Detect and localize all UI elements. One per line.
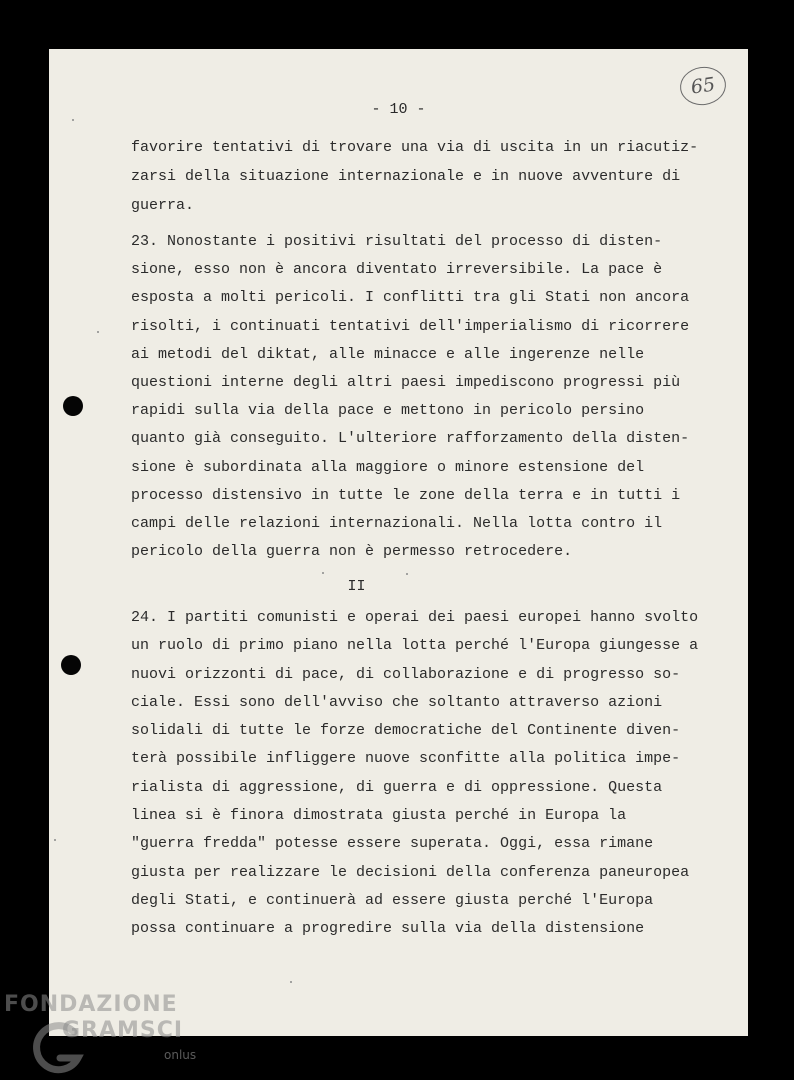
paper-speck [290,981,292,983]
text-line: linea si è finora dimostrata giusta perché in Europa la [131,807,627,824]
text-line: nuovi orizzonti di pace, di collaborazione e di progresso so- [131,666,681,683]
paper-speck [406,573,408,575]
text-line: rapidi sulla via della pace e mettono in pericolo persino [131,402,645,419]
text-line: terà possibile infliggere nuove sconfitte alla politica impe- [131,750,681,767]
watermark-line1: FONDAZIONE [4,992,178,1017]
text-line: processo distensivo in tutte le zone della terra e in tutti i [131,487,681,504]
paper-speck [72,119,74,121]
text-line: questioni interne degli altri paesi impediscono progressi più [131,374,681,391]
paper-speck [322,572,324,574]
text-line: sione è subordinata alla maggiore o minore estensione del [131,459,645,476]
document-page [49,49,748,1036]
text-line: "guerra fredda" potesse essere superata. Oggi, essa rimane [131,835,654,852]
text-line: favorire tentativi di trovare una via di uscita in un riacutiz- [131,139,699,156]
punch-hole [61,655,81,675]
paper-speck [54,839,56,841]
archive-page-number-circled: 65 [678,64,729,108]
text-line: rialista di aggressione, di guerra e di oppressione. Questa [131,779,663,796]
text-line: esposta a molti pericoli. I conflitti tra gli Stati non ancora [131,289,690,306]
punch-hole [63,396,83,416]
fondazione-gramsci-watermark [4,990,204,1080]
text-line: possa continuare a progredire sulla via della distensione [131,920,645,937]
text-line: risolti, i continuati tentativi dell'imperialismo di ricorrere [131,318,690,335]
watermark-line2: GRAMSCI [62,1018,184,1043]
section-heading: II [347,578,366,595]
paper-speck [97,331,99,333]
text-line: sione, esso non è ancora diventato irreversibile. La pace è [131,261,663,278]
text-line: solidali di tutte le forze democratiche del Continente diven- [131,722,681,739]
text-line: 24. I partiti comunisti e operai dei paesi europei hanno svolto [131,609,699,626]
text-line: degli Stati, e continuerà ad essere giusta perché l'Europa [131,892,654,909]
text-line: ciale. Essi sono dell'avviso che soltanto attraverso azioni [131,694,663,711]
text-line: 23. Nonostante i positivi risultati del processo di disten- [131,233,663,250]
text-line: zarsi della situazione internazionale e in nuove avventure di [131,168,681,185]
watermark-suffix: onlus [164,1048,197,1062]
text-line: guerra. [131,197,195,214]
text-line: un ruolo di primo piano nella lotta perché l'Europa giungesse a [131,637,699,654]
text-line: pericolo della guerra non è permesso retrocedere. [131,543,573,560]
text-line: campi delle relazioni internazionali. Nella lotta contro il [131,515,663,532]
text-line: quanto già conseguito. L'ulteriore rafforzamento della disten- [131,430,690,447]
text-line: giusta per realizzare le decisioni della conferenza paneuropea [131,864,690,881]
page-number: - 10 - [371,101,426,118]
text-line: ai metodi del diktat, alle minacce e alle ingerenze nelle [131,346,645,363]
